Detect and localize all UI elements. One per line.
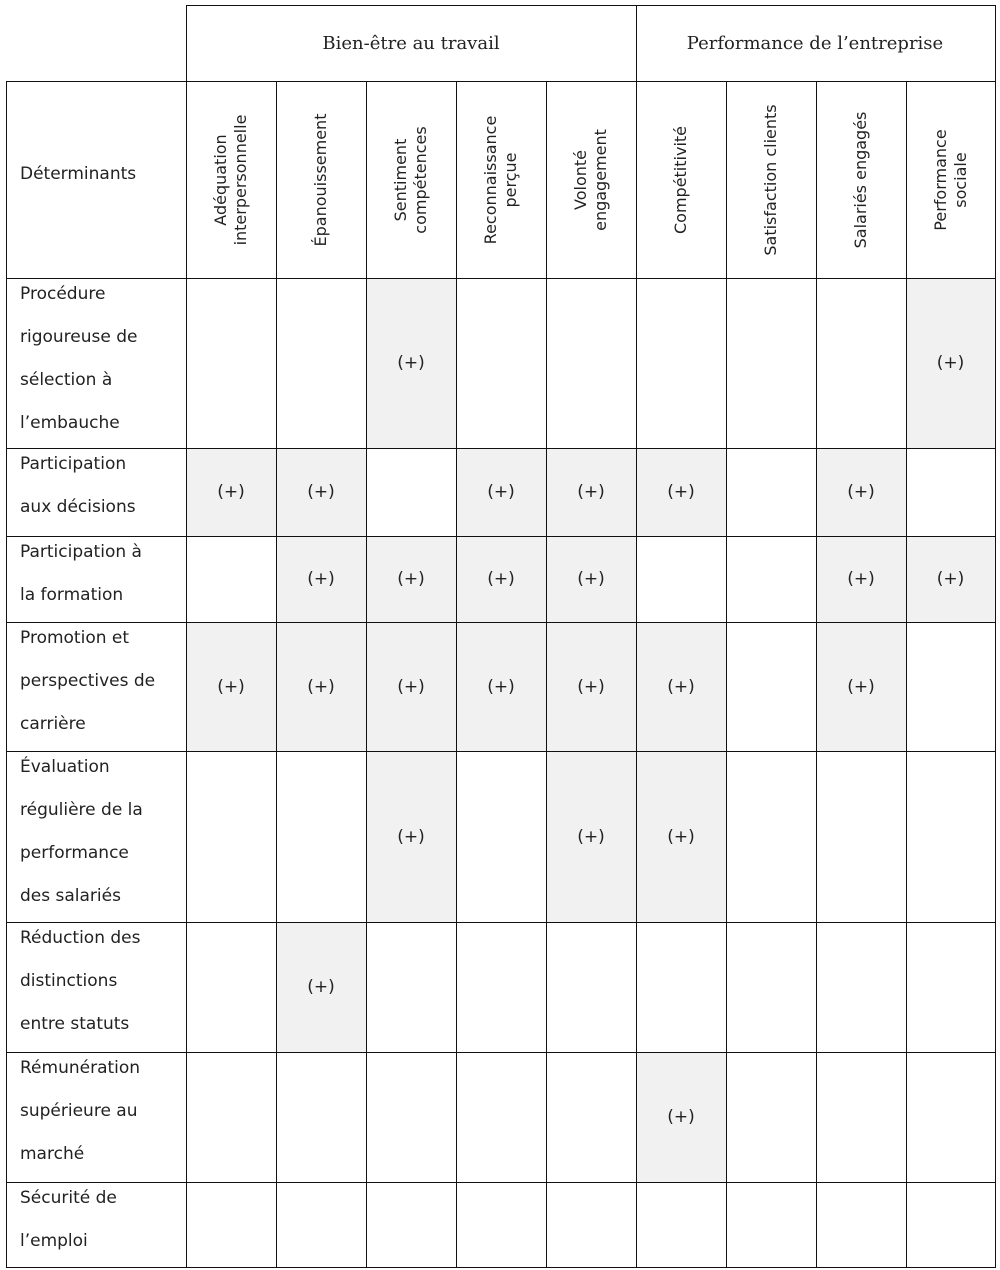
grid-line (906, 81, 907, 1268)
grid-line (6, 922, 996, 923)
positive-mark: (+) (487, 569, 515, 589)
determinant-label: distinctions (20, 971, 118, 991)
positive-mark: (+) (217, 482, 245, 502)
positive-mark: (+) (307, 482, 335, 502)
determinant-label: supérieure au (20, 1101, 138, 1121)
column-header-text (931, 129, 971, 230)
determinant-label: entre statuts (20, 1014, 130, 1034)
grid-line (546, 81, 547, 1268)
positive-mark: (+) (217, 676, 245, 697)
column-header-line: sociale (950, 151, 970, 208)
positive-mark: (+) (577, 482, 605, 502)
positive-mark: (+) (307, 977, 335, 997)
column-header-line: perçue (501, 152, 520, 208)
positive-mark: (+) (847, 482, 875, 502)
grid-line (366, 81, 367, 1268)
determinant-label: Participation à (20, 542, 142, 562)
determinant-label: Sécurité de (20, 1188, 117, 1208)
column-header-line: compétences (411, 125, 430, 234)
column-header-line: Performance (930, 128, 950, 231)
positive-mark: (+) (397, 353, 425, 373)
column-header-text (211, 114, 251, 245)
determinant-label: Participation (20, 454, 127, 474)
grid-line (636, 5, 637, 1268)
grid-line (6, 1052, 996, 1053)
grid-line (816, 81, 817, 1268)
group-header-wellbeing: Bien-être au travail (322, 33, 500, 54)
determinant-label: l’embauche (20, 413, 120, 433)
determinant-label: régulière de la (20, 800, 143, 820)
positive-mark: (+) (397, 826, 425, 847)
column-header-line: Sentiment (391, 138, 410, 221)
grid-line (6, 81, 7, 1268)
grid-line (6, 536, 996, 537)
column-header-line: engagement (591, 128, 610, 231)
positive-mark: (+) (667, 482, 695, 502)
positive-mark: (+) (667, 676, 695, 697)
determinant-label: Réduction des (20, 928, 141, 948)
grid-line (6, 448, 996, 449)
column-header-text (311, 113, 331, 246)
column-header-line: Reconnaissance (481, 115, 500, 244)
determinant-label: l’emploi (20, 1231, 88, 1251)
grid-line (6, 622, 996, 623)
determinant-label: des salariés (20, 886, 121, 906)
grid-line (6, 1182, 996, 1183)
positive-mark: (+) (936, 353, 965, 373)
determinant-label: performance (20, 843, 129, 863)
positive-mark: (+) (667, 826, 695, 847)
determinant-label: Rémunération (20, 1058, 141, 1078)
determinant-label: Procédure (20, 284, 106, 304)
grid-line (186, 5, 996, 6)
determinant-label: la formation (20, 585, 124, 605)
grid-line (276, 81, 277, 1268)
column-header-line: Compétitivité (671, 125, 690, 234)
column-header-text (671, 125, 691, 233)
column-header-line: Volonté (571, 149, 590, 210)
positive-mark: (+) (487, 482, 515, 502)
positive-mark: (+) (487, 676, 515, 697)
group-header-performance: Performance de l’entreprise (686, 33, 944, 54)
positive-mark: (+) (397, 676, 425, 697)
column-header-line: Épanouissement (311, 113, 330, 246)
positive-mark: (+) (577, 676, 605, 697)
positive-mark: (+) (307, 569, 335, 589)
positive-mark: (+) (667, 1107, 695, 1127)
grid-line (6, 81, 996, 82)
positive-mark: (+) (577, 569, 605, 589)
positive-mark: (+) (307, 676, 335, 697)
positive-mark: (+) (397, 569, 425, 589)
column-header-line: Satisfaction clients (761, 103, 780, 256)
determinant-label: rigoureuse de (20, 327, 138, 347)
determinant-label: carrière (20, 714, 86, 734)
positive-mark: (+) (577, 826, 605, 847)
determinant-label: perspectives de (20, 671, 156, 691)
determinant-label: aux décisions (20, 497, 136, 517)
grid-line (456, 81, 457, 1268)
column-header-line: interpersonnelle (231, 114, 250, 245)
column-header-text (481, 115, 521, 244)
grid-line (995, 5, 996, 1268)
grid-line (186, 5, 187, 1268)
column-header-text (391, 126, 431, 233)
grid-line (6, 751, 996, 752)
column-header-text (761, 104, 781, 255)
determinants-header: Déterminants (20, 164, 137, 184)
determinant-label: marché (20, 1144, 85, 1164)
positive-mark: (+) (847, 676, 875, 697)
grid-line (6, 278, 996, 279)
column-header-text (851, 111, 871, 248)
grid-line (726, 81, 727, 1268)
grid-line (6, 1267, 996, 1268)
determinant-label: Évaluation (20, 757, 110, 777)
determinant-label: Promotion et (20, 628, 130, 648)
column-header-line: Adéquation (211, 133, 230, 226)
positive-mark: (+) (936, 569, 965, 589)
determinant-label: sélection à (20, 370, 113, 390)
column-header-text (571, 129, 611, 231)
positive-mark: (+) (847, 569, 875, 589)
column-header-line: Salariés engagés (851, 111, 870, 248)
